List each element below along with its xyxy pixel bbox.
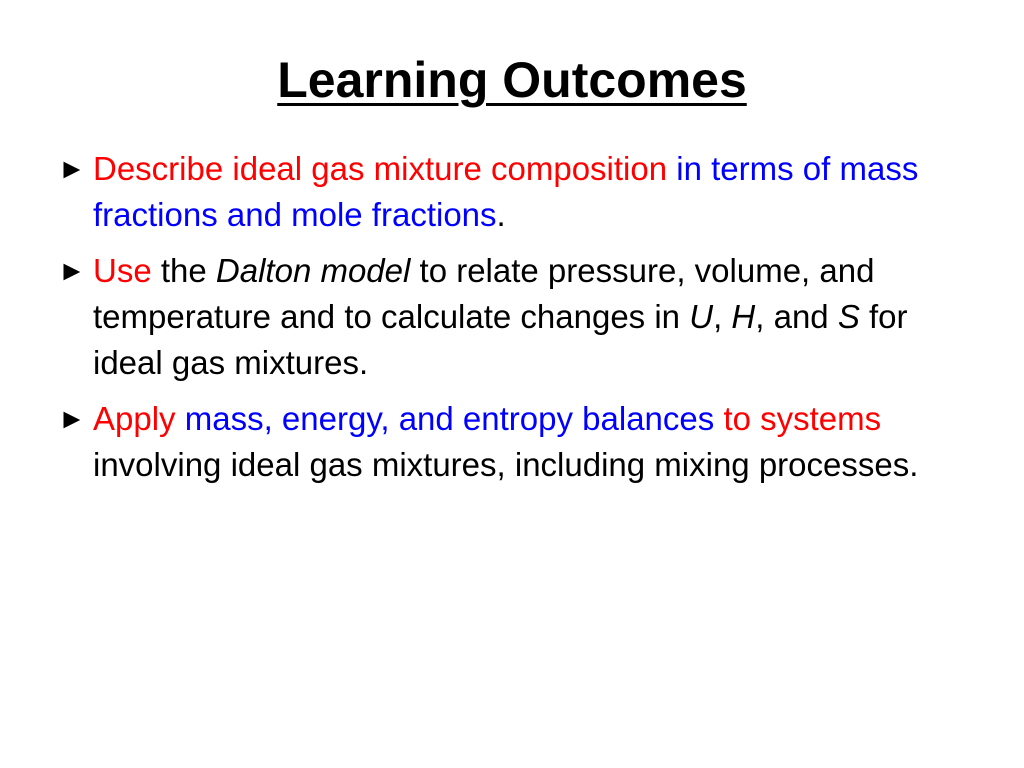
outcome-text: Use — [93, 252, 152, 289]
outcome-text: Apply — [93, 400, 176, 437]
outcome-text: H — [731, 298, 756, 335]
outcome-text: involving ideal gas mixtures, including mixing processes. — [93, 446, 919, 483]
outcome-text: Dalton model — [215, 252, 411, 289]
learning-outcomes-list — [58, 146, 978, 498]
outcome-text: Describe ideal gas mixture composition — [93, 150, 668, 187]
bullet-arrow-icon: ► — [58, 403, 86, 434]
outcome-text: . — [496, 196, 506, 233]
outcome-item — [58, 146, 978, 238]
outcome-text: the — [151, 252, 216, 289]
outcome-text: mass, energy, and entropy balances — [184, 400, 715, 437]
outcome-text: S — [837, 298, 860, 335]
outcome-text: to relate pressure, volume, and temperature and to calculate changes in — [93, 252, 875, 335]
slide-title: Learning Outcomes — [277, 52, 747, 108]
bullet-arrow-icon: ► — [58, 153, 86, 184]
outcome-text — [176, 400, 185, 437]
outcome-text: to systems — [723, 400, 882, 437]
outcome-text: U — [689, 298, 714, 335]
outcome-text — [667, 150, 676, 187]
outcome-text: for ideal gas mixtures. — [93, 298, 908, 381]
bullet-arrow-icon: ► — [58, 255, 86, 286]
outcome-item — [58, 396, 978, 488]
outcome-text: , and — [755, 298, 838, 335]
outcome-text: in terms of mass fractions and mole fractions — [93, 150, 919, 233]
outcome-item — [58, 248, 978, 386]
outcome-text: , — [713, 298, 732, 335]
